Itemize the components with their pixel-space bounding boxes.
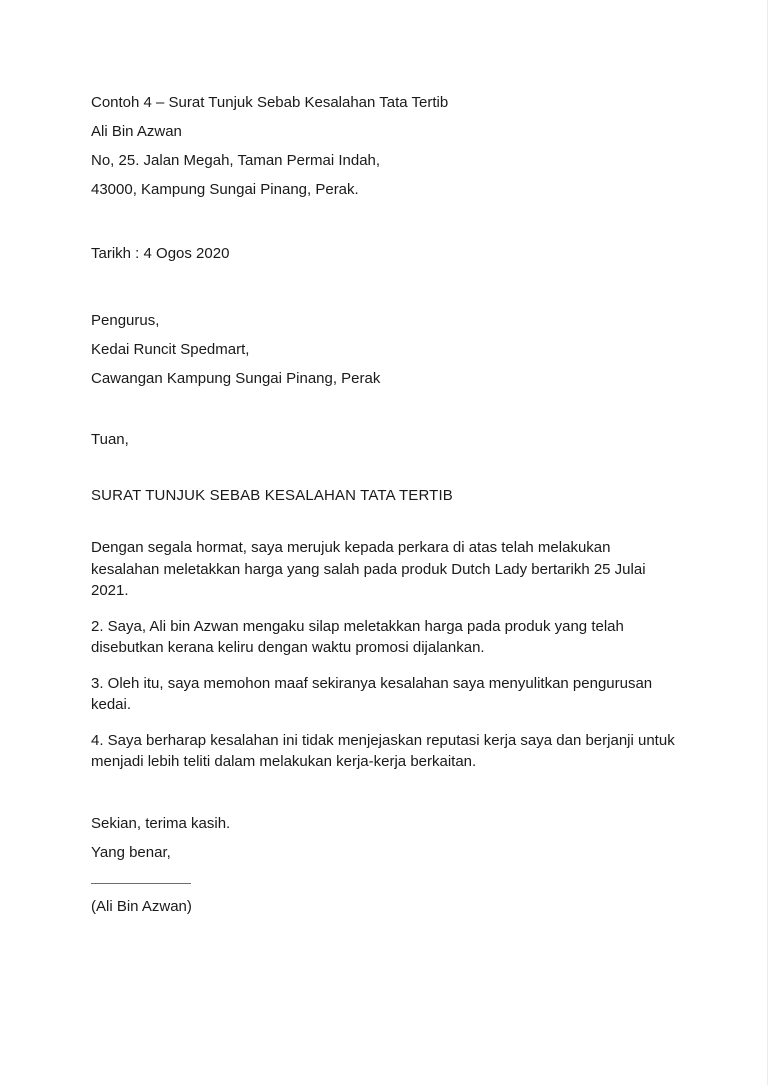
body-paragraph: 2. Saya, Ali bin Azwan mengaku silap meletakkan harga pada produk yang telah disebutkan kerana keliru dengan waktu promosi dijalankan. bbox=[91, 617, 629, 656]
letter-content bbox=[91, 88, 679, 920]
recipient-title: Pengurus, bbox=[91, 312, 160, 329]
recipient-block bbox=[91, 306, 679, 393]
date-line: Tarikh : 4 Ogos 2020 bbox=[91, 245, 230, 262]
spacer-before-salutation bbox=[91, 393, 679, 425]
spacer-before-closing bbox=[91, 773, 679, 809]
body-paragraph: Dengan segala hormat, saya merujuk kepada perkara di atas telah melakukan kesalahan meletakkan harga yang salah pada produk Dutch Lady bertarikh 25 Julai 2021. bbox=[91, 539, 650, 599]
document-title: Contoh 4 – Surat Tunjuk Sebab Kesalahan Tata Tertib bbox=[91, 94, 449, 111]
salutation: Tuan, bbox=[91, 431, 129, 448]
closing-thanks: Sekian, terima kasih. bbox=[91, 814, 231, 832]
closing-block bbox=[91, 809, 679, 867]
signature-rule-wrapper bbox=[91, 867, 679, 894]
sender-block bbox=[91, 88, 679, 204]
body-paragraph: 4. Saya berharap kesalahan ini tidak menjejaskan reputasi kerja saya dan berjanji untuk menjadi lebih teliti dalam melakukan kerja-kerja berkaitan. bbox=[91, 731, 679, 770]
signatory-name: (Ali Bin Azwan) bbox=[91, 897, 192, 915]
sender-address-line-1: No, 25. Jalan Megah, Taman Permai Indah, bbox=[91, 152, 381, 169]
spacer-before-date bbox=[91, 204, 679, 239]
sender-name: Ali Bin Azwan bbox=[91, 123, 182, 140]
sender-address-line-2: 43000, Kampung Sungai Pinang, Perak. bbox=[91, 181, 359, 198]
signature-line bbox=[91, 883, 191, 884]
spacer-before-body bbox=[91, 508, 679, 537]
body-block bbox=[91, 537, 679, 773]
recipient-branch: Cawangan Kampung Sungai Pinang, Perak bbox=[91, 370, 381, 387]
closing-valediction: Yang benar, bbox=[91, 843, 171, 861]
recipient-company: Kedai Runcit Spedmart, bbox=[91, 341, 250, 358]
body-paragraph: 3. Oleh itu, saya memohon maaf sekiranya kesalahan saya menyulitkan pengurusan kedai. bbox=[91, 674, 657, 713]
spacer-before-recipient bbox=[91, 268, 679, 306]
spacer-before-subject bbox=[91, 454, 679, 484]
subject-line: SURAT TUNJUK SEBAB KESALAHAN TATA TERTIB bbox=[91, 487, 453, 504]
